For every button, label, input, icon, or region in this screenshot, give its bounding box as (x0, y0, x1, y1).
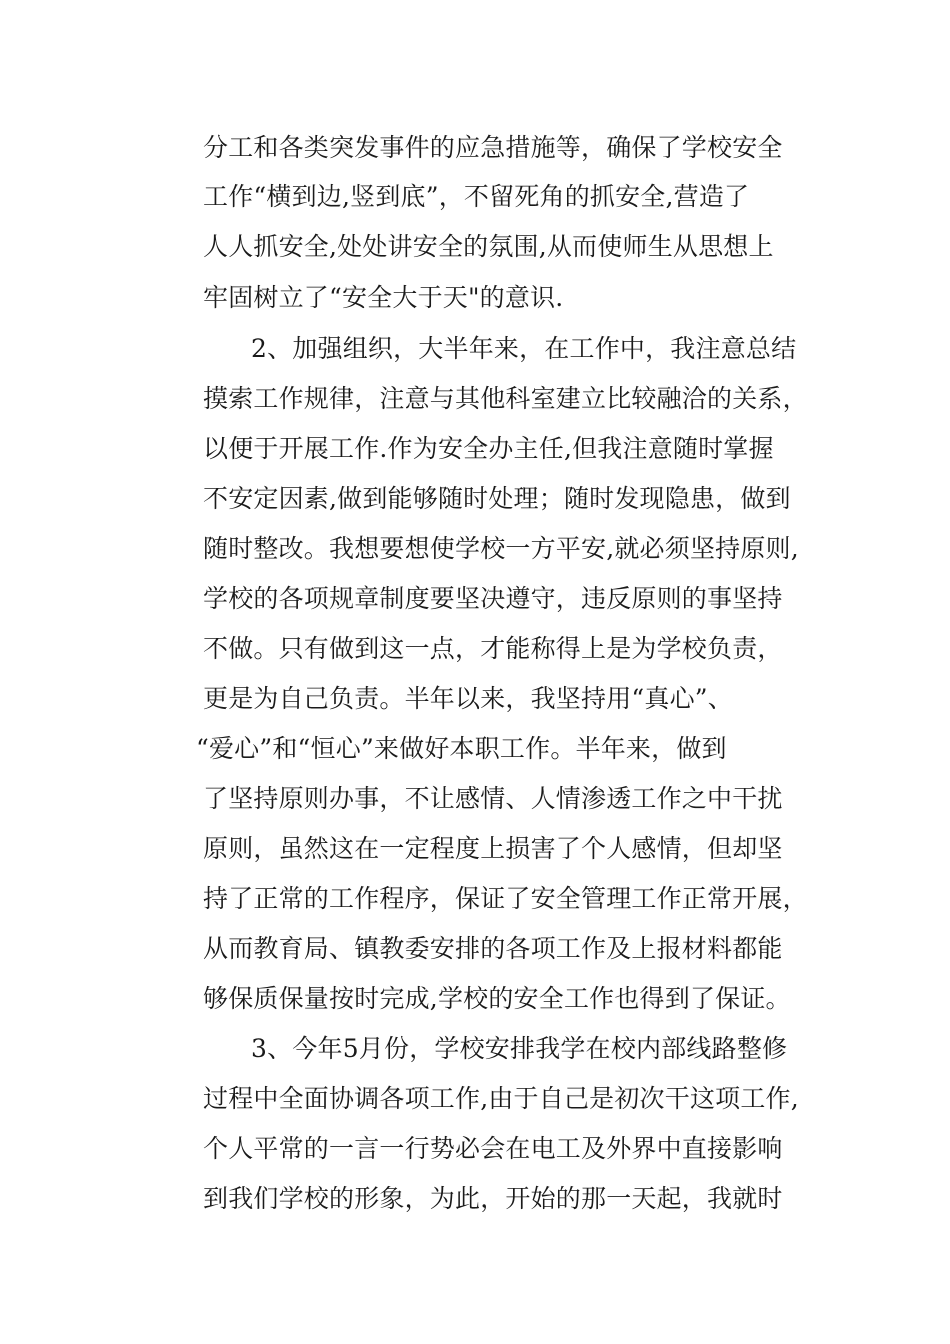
text-line: 了坚持原则办事，不让感情、人情渗透工作之中干扰 (203, 784, 783, 813)
text-line: 不做。只有做到这一点，才能称得上是为学校负责， (203, 634, 783, 663)
text-line: 够保质保量按时完成,学校的安全工作也得到了保证。 (203, 984, 791, 1013)
text-line: 工作“横到边,竖到底”，不留死角的抓安全,营造了 (203, 182, 750, 211)
text-line: 更是为自己负责。半年以来，我坚持用“真心”、 (203, 684, 733, 713)
text-line: 随时整改。我想要想使学校一方平安,就必须坚持原则, (203, 534, 799, 563)
paragraph-start-line: 2、加强组织，大半年来，在工作中，我注意总结 (251, 334, 797, 363)
text-line: 人人抓安全,处处讲安全的氛围,从而使师生从思想上 (203, 232, 774, 261)
text-line: 过程中全面协调各项工作,由于自己是初次干这项工作, (203, 1084, 799, 1113)
text-line: 分工和各类突发事件的应急措施等，确保了学校安全 (203, 133, 783, 162)
text-line: 不安定因素,做到能够随时处理；随时发现隐患，做到 (203, 484, 791, 513)
text-line: “爱心”和“恒心”来做好本职工作。半年来，做到 (196, 734, 727, 763)
text-line: 摸索工作规律，注意与其他科室建立比较融洽的关系， (203, 384, 808, 413)
text-line: 持了正常的工作程序，保证了安全管理工作正常开展， (203, 884, 808, 913)
text-line: 原则，虽然这在一定程度上损害了个人感情，但却坚 (203, 834, 783, 863)
text-line: 从而教育局、镇教委安排的各项工作及上报材料都能 (203, 934, 783, 963)
text-line: 个人平常的一言一行势必会在电工及外界中直接影响 (203, 1134, 783, 1163)
text-line: 以便于开展工作.作为安全办主任,但我注意随时掌握 (203, 434, 774, 463)
text-line: 学校的各项规章制度要坚决遵守，违反原则的事坚持 (203, 584, 783, 613)
paragraph-start-line: 3、今年5月份，学校安排我学在校内部线路整修 (251, 1034, 788, 1063)
text-line: 到我们学校的形象，为此，开始的那一天起，我就时 (203, 1184, 783, 1213)
text-line: 牢固树立了“安全大于天"的意识. (203, 283, 564, 312)
